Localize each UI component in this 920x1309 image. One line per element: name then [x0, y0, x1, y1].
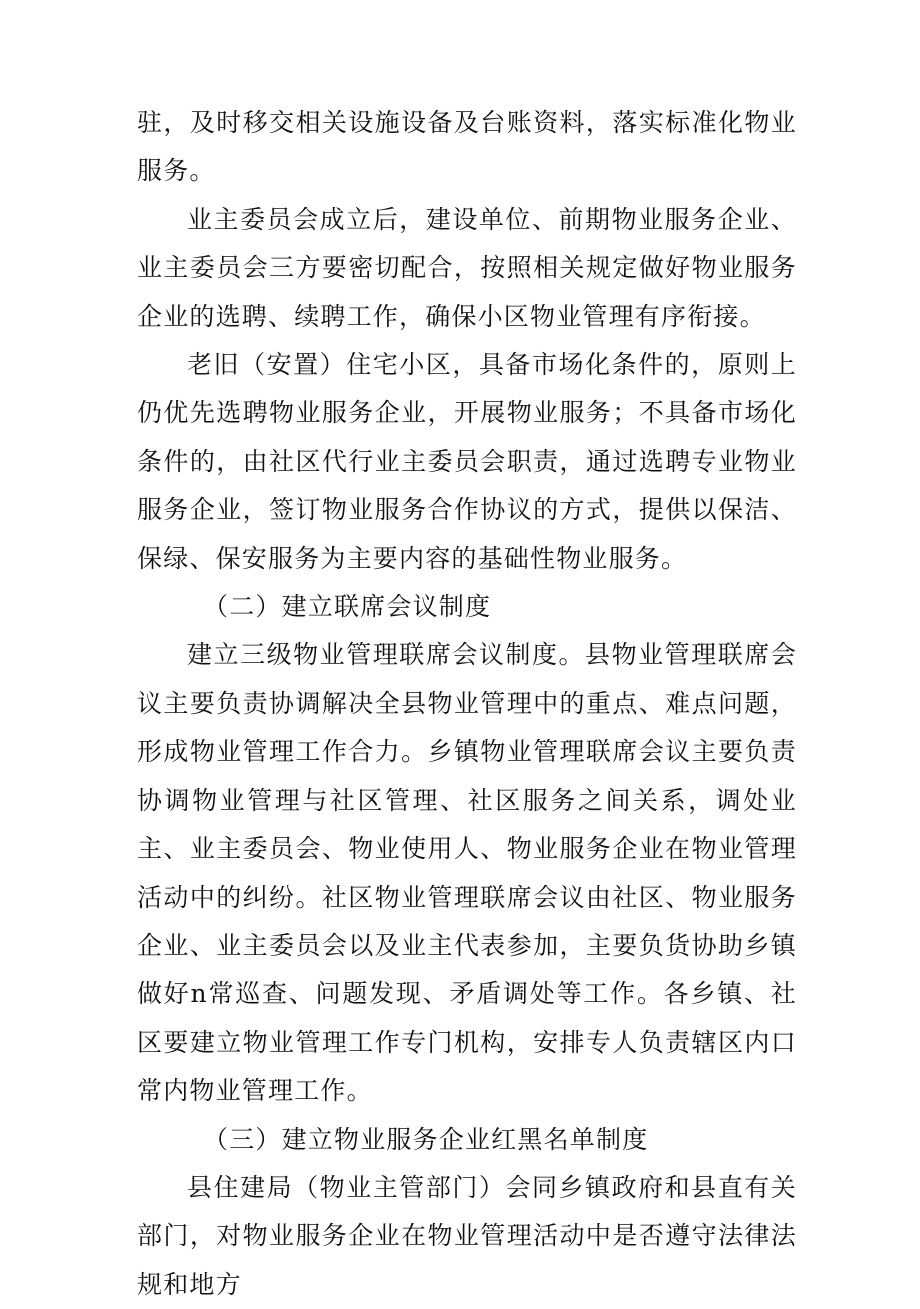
section-heading-joint-meeting: （二）建立联席会议制度: [203, 592, 492, 622]
document-body: [137, 99, 797, 1309]
paragraph-red-black-list: 县住建局（物业主管部门）会同乡镇政府和县直有关部门，对物业服务企业在物业管理活动中是否遵守法律法规和地方: [137, 1172, 797, 1299]
paragraph-joint-meeting: 建立三级物业管理联席会议制度。县物业管理联席会议主要负责协调解决全县物业管理中的重点、难点问题，形成物业管理工作合力。乡镇物业管理联席会议主要负责协调物业管理与社区管理、社区服务之间关系，调处业主、业主委员会、物业使用人、物业服务企业在物业管理活动中的纠纷。社区物业管理联席会议由社区、物业服务企业、业主委员会以及业主代表参加，主要负货协助乡镇做好n常巡查、问题发现、矛盾调处等工作。各乡镇、社区要建立物业管理工作专门机构，安排专人负责辖区内口常内物业管理工作。: [137, 640, 797, 1106]
paragraph-continuation: 驻，及时移交相关设施设备及台账资料，落实标准化物业服务。: [137, 108, 797, 186]
paragraph-old-residential: 老旧（安置）住宅小区，具备市场化条件的，原则上仍优先选聘物业服务企业，开展物业服务；不具备市场化条件的，由社区代行业主委员会职责，通过选聘专业物业服务企业，签订物业服务合作协议的方式，提供以保洁、保绿、保安服务为主要内容的基础性物业服务。: [137, 350, 797, 573]
section-heading-red-black-list: （三）建立物业服务企业红黑名单制度: [203, 1124, 649, 1154]
paragraph-owners-committee: 业主委员会成立后，建设单位、前期物业服务企业、业主委员会三方要密切配合，按照相关规定做好物业服务企业的选聘、续聘工作，确保小区物业管理有序衔接。: [137, 204, 797, 331]
